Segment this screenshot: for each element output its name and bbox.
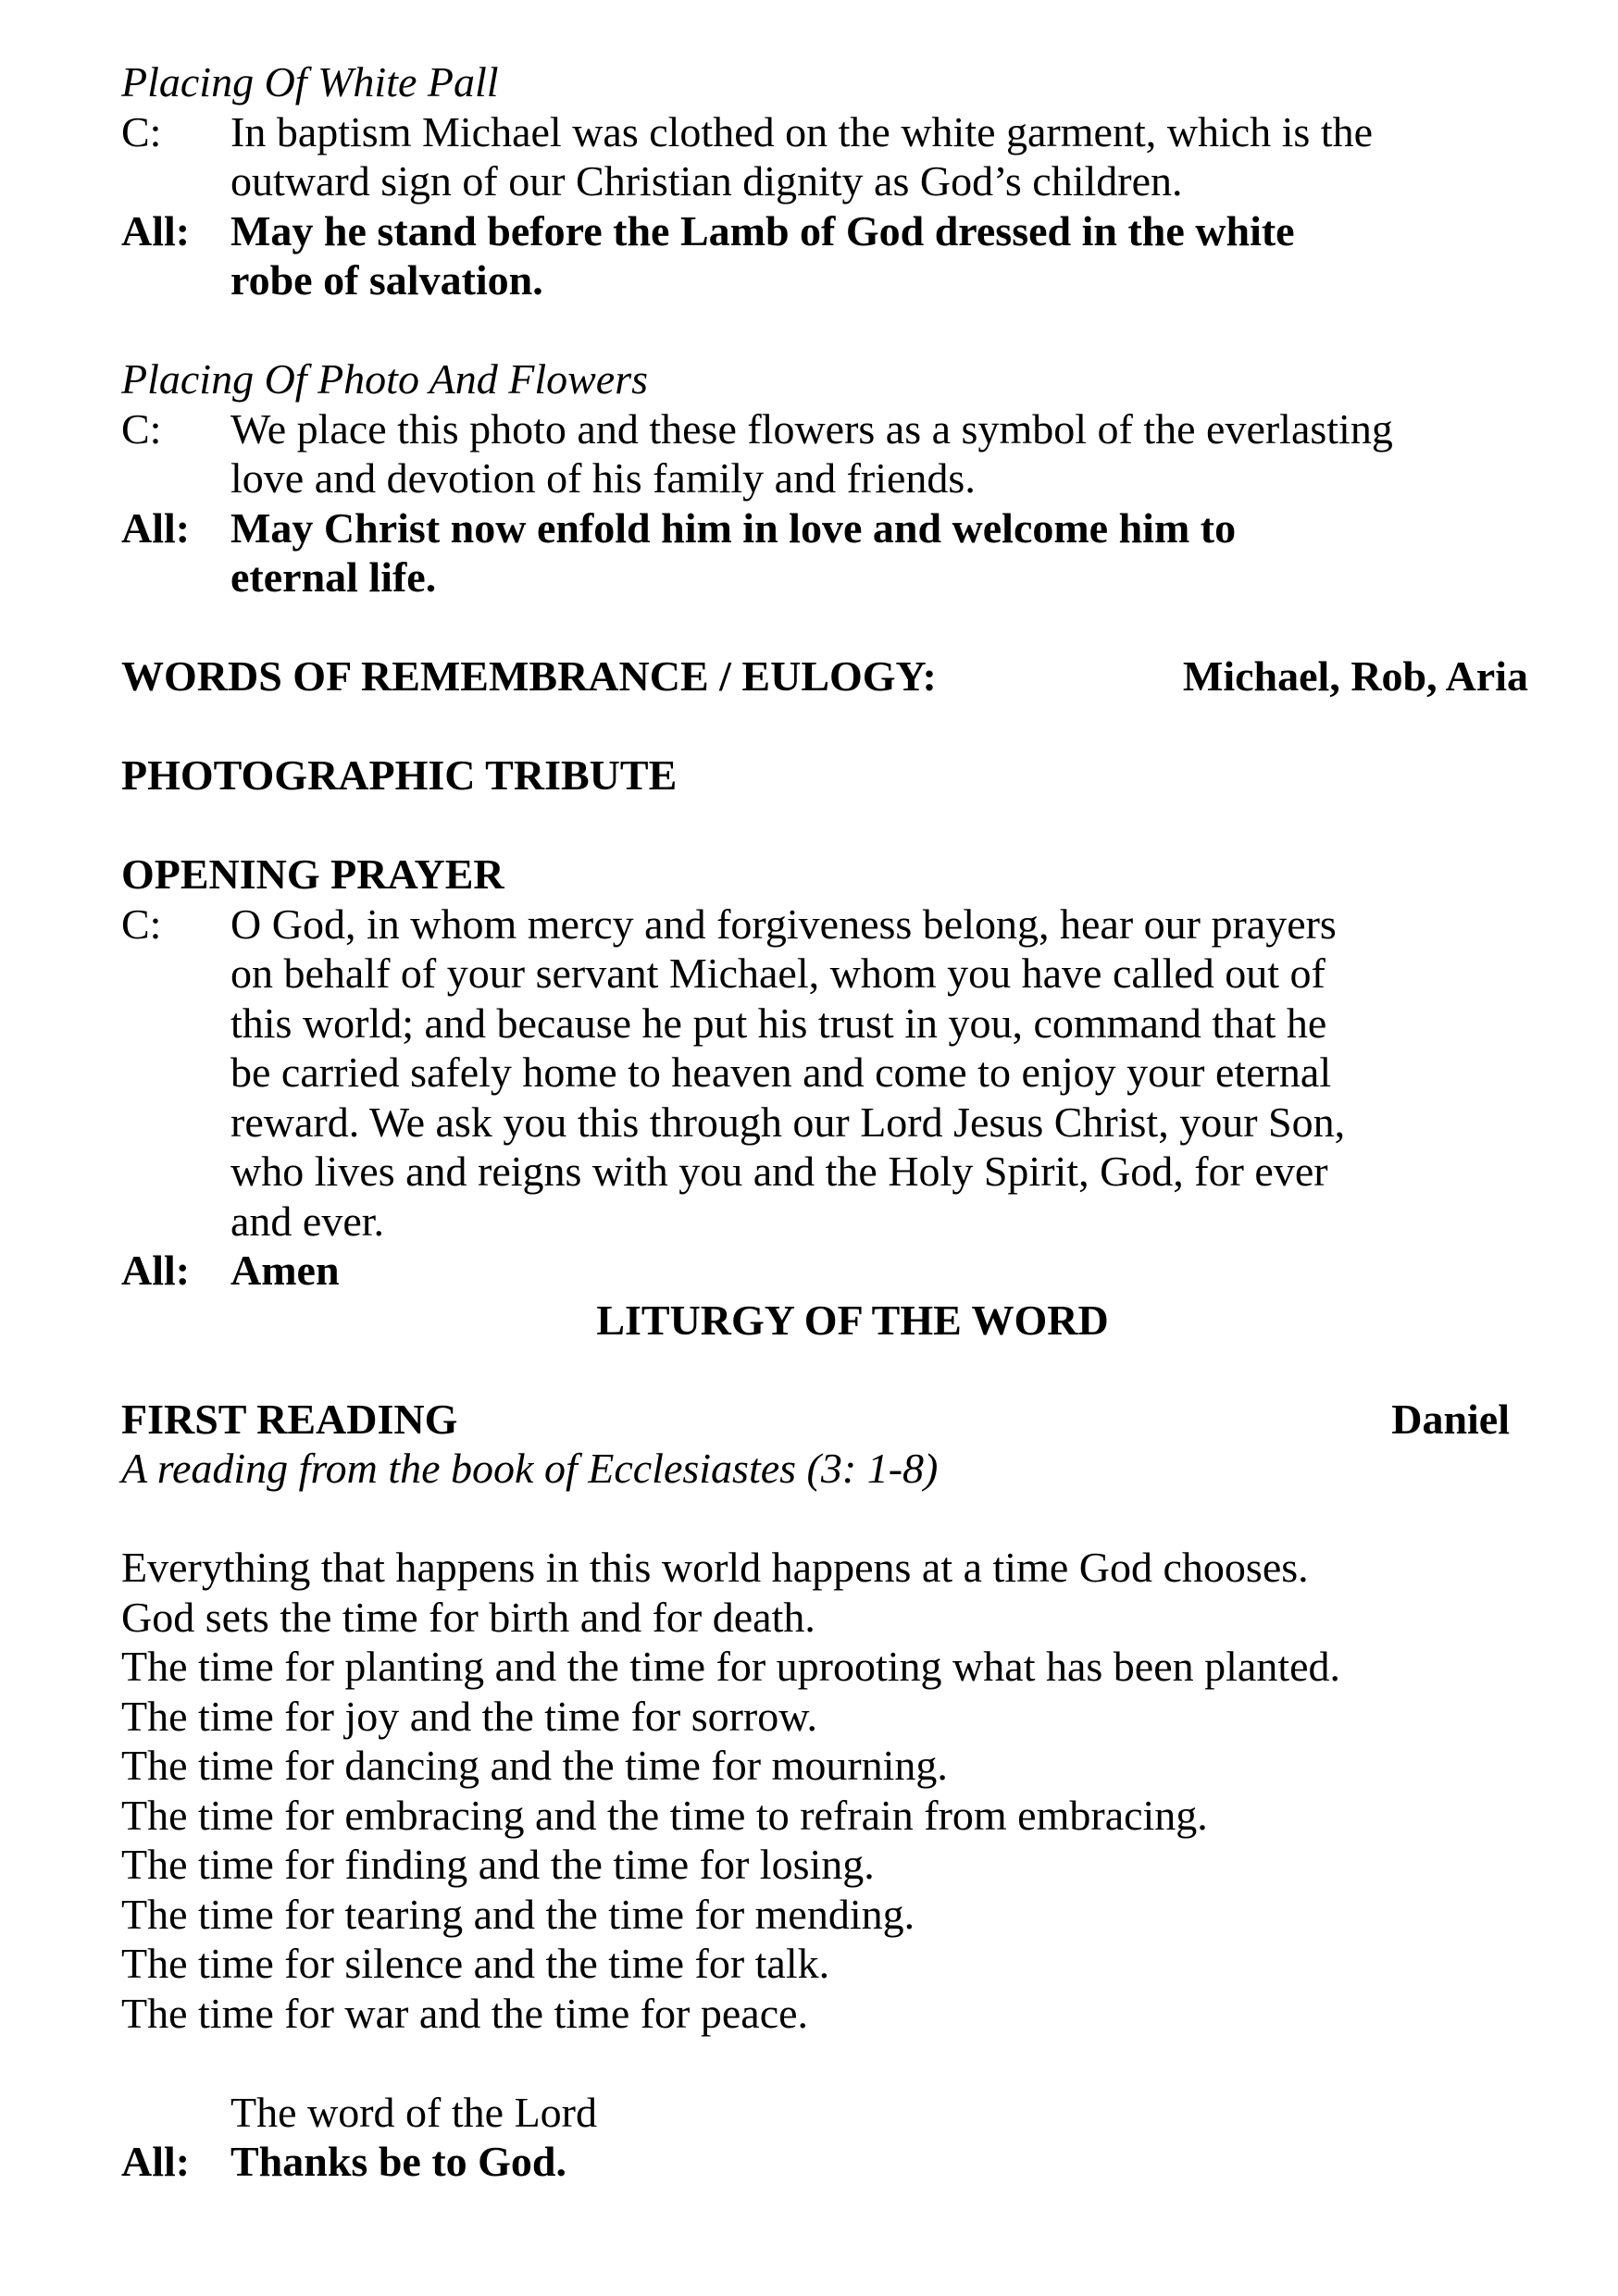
eulogy-heading-row xyxy=(121,652,1528,701)
text-line: and ever. xyxy=(230,1197,385,1245)
photo-flowers-title: Placing Of Photo And Flowers xyxy=(121,355,649,403)
text-line: In baptism Michael was clothed on the white garment, which is the xyxy=(230,107,1374,155)
reading-line: God sets the time for birth and for death. xyxy=(121,1593,815,1641)
speaker-label: All: xyxy=(121,2138,191,2185)
reading-line: The time for dancing and the time for mourning. xyxy=(121,1742,948,1789)
text-line: eternal life. xyxy=(230,553,437,601)
white-pall-response xyxy=(121,206,1528,305)
text-line: May Christ now enfold him in love and welcome him to xyxy=(230,503,1237,552)
text-line: reward. We ask you this through our Lord Jesus Christ, your Son, xyxy=(230,1098,1346,1146)
text-line: We place this photo and these flowers as a symbol of the everlasting xyxy=(230,404,1393,453)
eulogy-heading: WORDS OF REMEMBRANCE / EULOGY: xyxy=(121,652,937,700)
speaker-label: All: xyxy=(121,1247,191,1294)
response-text: Thanks be to God. xyxy=(230,2138,567,2185)
reading-response xyxy=(121,2137,1528,2187)
speaker-label: All: xyxy=(121,503,191,552)
reading-line: The time for joy and the time for sorrow. xyxy=(121,1692,817,1740)
liturgy-heading: LITURGY OF THE WORD xyxy=(596,1296,1109,1344)
reading-closing: The word of the Lord xyxy=(230,2088,597,2136)
text-line: who lives and reigns with you and the Holy Spirit, God, for ever xyxy=(230,1148,1328,1195)
reading-line: The time for embracing and the time to refrain from embracing. xyxy=(121,1791,1208,1839)
speaker-label: C: xyxy=(121,107,162,155)
text-line: on behalf of your servant Michael, whom you have called out of xyxy=(230,949,1326,997)
reading-text xyxy=(121,1543,1528,2038)
photo-flowers-celebrant xyxy=(121,404,1528,503)
first-reading-reader: Daniel xyxy=(1391,1395,1510,1443)
order-of-service-page xyxy=(121,57,1528,2187)
speaker-label: C: xyxy=(121,900,162,948)
reading-line: The time for tearing and the time for mending. xyxy=(121,1890,915,1938)
text-line: May he stand before the Lamb of God dressed in the white xyxy=(230,206,1295,254)
first-reading-heading-row xyxy=(121,1395,1528,1445)
opening-prayer-celebrant xyxy=(121,900,1528,1247)
photo-flowers-response xyxy=(121,503,1528,602)
speaker-label: C: xyxy=(121,404,162,453)
reading-line: The time for planting and the time for uprooting what has been planted. xyxy=(121,1643,1341,1690)
text-line: this world; and because he put his trust in you, command that he xyxy=(230,999,1327,1047)
reading-line: The time for war and the time for peace. xyxy=(121,1989,809,2037)
reading-line: The time for silence and the time for talk. xyxy=(121,1940,830,1987)
text-line: be carried safely home to heaven and come to enjoy your eternal xyxy=(230,1049,1332,1096)
eulogy-speakers: Michael, Rob, Aria xyxy=(1182,652,1528,700)
text-line: outward sign of our Christian dignity as God’s children. xyxy=(230,157,1183,205)
white-pall-title: Placing Of White Pall xyxy=(121,58,499,105)
first-reading-subtitle: A reading from the book of Ecclesiastes (3: 1-8) xyxy=(121,1445,939,1492)
response-text: Amen xyxy=(230,1247,340,1294)
opening-prayer-response xyxy=(121,1246,1528,1296)
photographic-tribute-heading: PHOTOGRAPHIC TRIBUTE xyxy=(121,751,678,799)
speaker-label: All: xyxy=(121,206,191,254)
reading-line: Everything that happens in this world happens at a time God chooses. xyxy=(121,1544,1309,1591)
first-reading-heading: FIRST READING xyxy=(121,1395,458,1443)
opening-prayer-heading: OPENING PRAYER xyxy=(121,850,504,898)
reading-line: The time for finding and the time for losing. xyxy=(121,1841,875,1888)
text-line: robe of salvation. xyxy=(230,256,543,304)
white-pall-celebrant xyxy=(121,107,1528,206)
text-line: O God, in whom mercy and forgiveness belong, hear our prayers xyxy=(230,900,1337,948)
text-line: love and devotion of his family and friends. xyxy=(230,454,976,502)
